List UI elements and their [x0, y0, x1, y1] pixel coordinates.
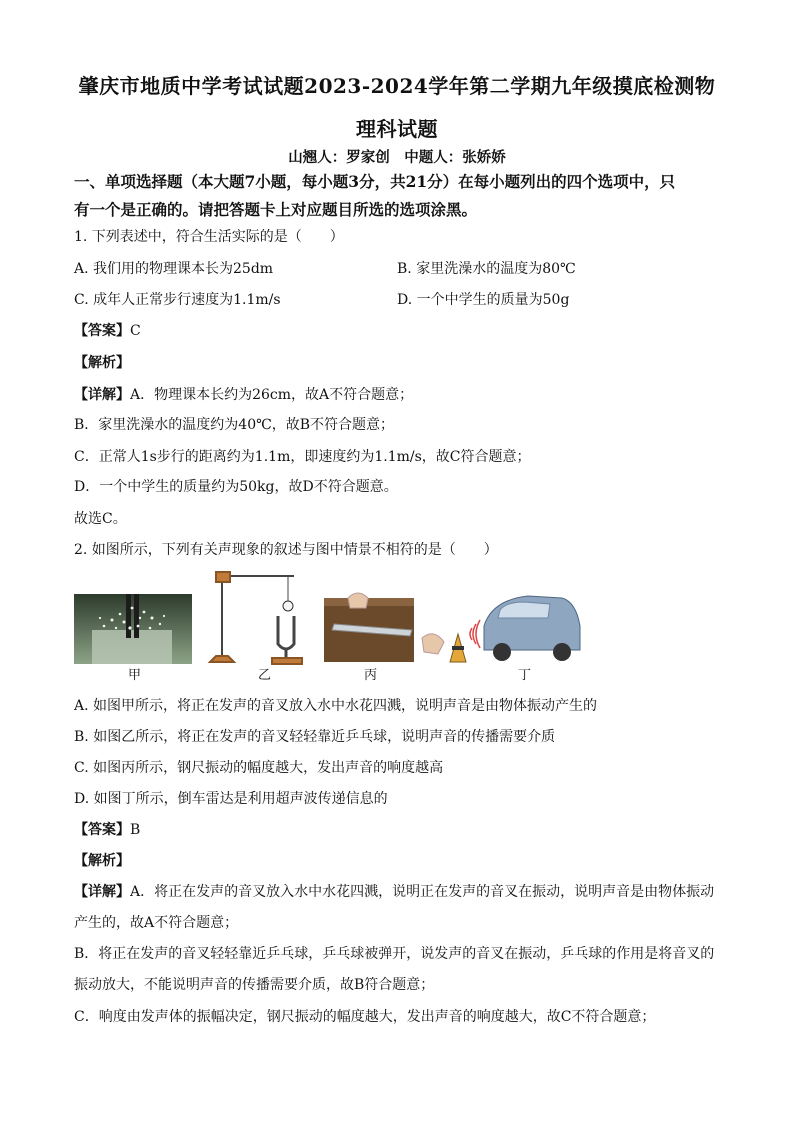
figure-caption-jia: 甲 — [128, 668, 142, 683]
q2-answer-value: B — [130, 822, 141, 838]
q1-answer — [74, 320, 141, 340]
figure-bing-ruler — [324, 593, 444, 662]
q2-analysis-tag: 【解析】 — [74, 853, 130, 869]
q1-detail-text: A．物理课本长约为26cm，故A不符合题意； — [130, 387, 414, 403]
figure-caption-yi: 乙 — [258, 668, 272, 683]
q2-answer-tag: 【答案】 — [74, 822, 130, 838]
q2-detail-line1 — [74, 881, 714, 901]
section-heading-line1: 一、单项选择题（本大题7小题，每小题3分，共21分）在每小题列出的四个选项中，只 — [74, 172, 676, 191]
figure-yi-stand — [210, 572, 302, 664]
q1-detail-tag: 【详解】 — [74, 387, 130, 403]
q1-detail-line4: D．一个中学生的质量约为50kg，故D不符合题意。 — [74, 479, 398, 495]
q2-option-b: B. 如图乙所示，将正在发声的音叉轻轻靠近乒乓球，说明声音的传播需要介质 — [74, 729, 556, 745]
q2-figure — [72, 568, 582, 682]
figure-ding-car — [450, 596, 580, 662]
q2-detail-line2: 产生的，故A不符合题意； — [74, 915, 239, 931]
q1-option-c: C. 成年人正常步行速度为1.1m/s — [74, 292, 281, 308]
q2-detail-text: A．将正在发声的音叉放入水中水花四溅，说明正在发声的音叉在振动，说明声音是由物体振动 — [130, 884, 715, 900]
q1-option-b: B. 家里洗澡水的温度为80℃ — [397, 261, 576, 277]
q2-detail-tag: 【详解】 — [74, 884, 130, 900]
figure-caption-ding: 丁 — [518, 668, 532, 683]
q2-figure-illustrations — [72, 568, 582, 682]
exam-title-line1: 肇庆市地质中学考试试题2023-2024学年第二学期九年级摸底检测物 — [78, 74, 716, 98]
section-heading-line2: 有一个是正确的。请把答题卡上对应题目所选的选项涂黑。 — [74, 200, 478, 219]
q1-detail-line2: B．家里洗澡水的温度约为40℃，故B不符合题意； — [74, 417, 395, 433]
q1-option-a: A. 我们用的物理课本长为25dm — [74, 261, 274, 277]
q2-detail-line4: 振动放大，不能说明声音的传播需要介质，故B符合题意； — [74, 977, 435, 993]
q2-answer — [74, 819, 140, 839]
q1-answer-tag: 【答案】 — [74, 323, 130, 339]
q1-analysis-tag: 【解析】 — [74, 355, 130, 371]
authors-line: 山翘人：罗家创 中题人：张娇娇 — [288, 149, 506, 166]
q2-detail-line3: B．将正在发声的音叉轻轻靠近乒乓球，乒乓球被弹开，说发声的音叉在振动，乒乓球的作用是将音叉的 — [74, 946, 715, 962]
q1-answer-value: C — [130, 323, 141, 339]
figure-jia-splash — [74, 594, 192, 664]
q1-conclusion: 故选C。 — [74, 511, 127, 527]
q2-option-c: C. 如图丙所示，钢尺振动的幅度越大，发出声音的响度越高 — [74, 760, 444, 776]
q1-detail-line1 — [74, 384, 413, 404]
q1-detail-line3: C．正常人1s步行的距离约为1.1m，即速度约为1.1m/s，故C符合题意； — [74, 449, 531, 465]
q2-option-a: A. 如图甲所示，将正在发声的音叉放入水中水花四溅，说明声音是由物体振动产生的 — [74, 698, 598, 714]
section-heading — [74, 168, 724, 224]
q1-option-d: D. 一个中学生的质量为50g — [397, 292, 570, 308]
q1-stem: 1. 下列表述中，符合生活实际的是（ ） — [74, 229, 344, 245]
q2-detail-line5: C．响度由发声体的振幅决定，钢尺振动的幅度越大，发出声音的响度越大，故C不符合题意； — [74, 1009, 656, 1025]
q2-stem: 2. 如图所示，下列有关声现象的叙述与图中情景不相符的是（ ） — [74, 542, 498, 558]
exam-title-line2: 理科试题 — [356, 117, 438, 141]
q2-option-d: D. 如图丁所示，倒车雷达是利用超声波传递信息的 — [74, 791, 388, 807]
figure-yi-ball — [283, 601, 293, 611]
figure-caption-bing: 丙 — [364, 668, 378, 683]
